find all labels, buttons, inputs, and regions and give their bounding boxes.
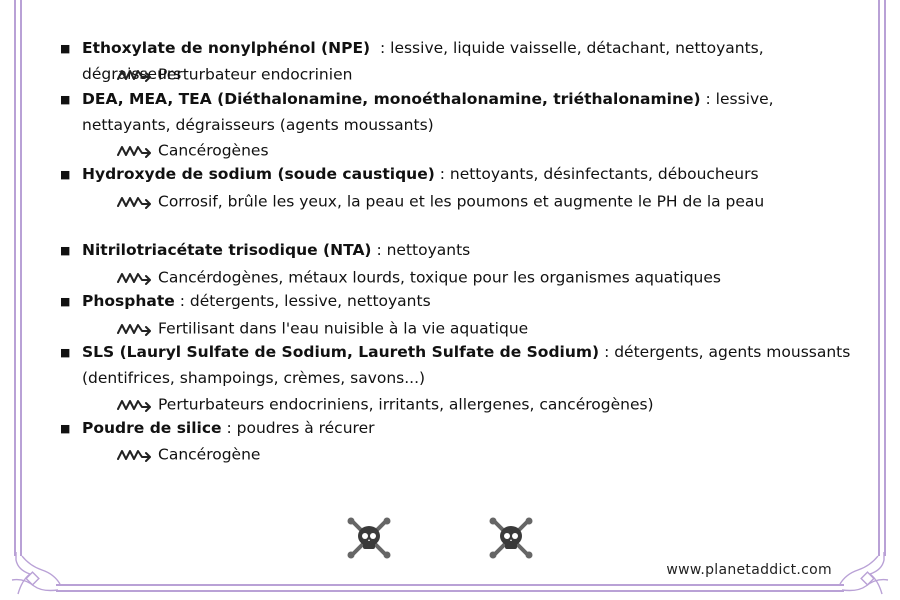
substance-name: Ethoxylate de nonylphénol (NPE) [82,39,371,57]
skull-crossbones-icon [346,515,392,561]
squiggle-arrow-icon [116,194,154,210]
list-item [60,340,860,391]
substance-uses: : lessive, liquide vaisselle, détachant, nettoyants, dégraisseurs [82,39,769,83]
effect-line [116,443,260,466]
substance-name: DEA, MEA, TEA (Diéthalonamine, monoéthalonamine, triéthalonamine) [82,90,701,108]
effect-text: Perturbateur endocrinien [158,65,353,84]
substance-uses: : nettoyants, désinfectants, déboucheurs [434,165,759,183]
substance-uses: : poudres à récurer [221,419,375,437]
effect-line [116,317,528,340]
frame-bottom-inner [56,584,844,586]
skull-crossbones-icon [488,515,534,561]
list-item [60,416,860,442]
effect-text: Cancérogènes [158,141,269,160]
bullet-icon: ■ [60,168,71,181]
bullet-icon: ■ [60,244,71,257]
frame-right-inner [878,0,880,556]
effect-line [116,393,654,416]
frame-corner-right-ornament [836,550,892,598]
effect-text: Fertilisant dans l'eau nuisible à la vie aquatique [158,319,529,338]
squiggle-arrow-icon [116,447,154,463]
squiggle-arrow-icon [116,143,154,159]
list-item [60,289,860,315]
effect-line [116,190,764,213]
effect-text: Cancérogène [158,445,261,464]
bullet-icon: ■ [60,295,71,308]
squiggle-arrow-icon [116,67,154,83]
effect-line [116,139,269,162]
bullet-icon: ■ [60,93,71,106]
substance-name: Hydroxyde de sodium (soude caustique) [82,165,435,183]
squiggle-arrow-icon [116,397,154,413]
website-url: www.planetaddict.com [666,562,832,578]
frame-corner-left-ornament [8,550,64,598]
frame-left-inner [20,0,22,556]
effect-line [116,266,721,289]
effect-text: Cancérdogènes, métaux lourds, toxique pour les organismes aquatiques [158,268,721,287]
frame-bottom-outer [56,590,844,592]
bullet-icon: ■ [60,42,71,55]
substance-uses: : détergents, agents moussants (dentifrices, shampoings, crèmes, savons...) [82,343,851,387]
bullet-icon: ■ [60,422,71,435]
bullet-icon: ■ [60,346,71,359]
substance-name: SLS (Lauryl Sulfate de Sodium, Laureth Sulfate de Sodium) [82,343,600,361]
list-item [60,162,860,188]
squiggle-arrow-icon [116,321,154,337]
substance-name: Nitrilotriacétate trisodique (NTA) [82,241,372,259]
frame-right-outer [884,0,886,556]
list-item [60,87,860,138]
squiggle-arrow-icon [116,270,154,286]
effect-line [116,63,352,86]
substance-name: Poudre de silice [82,419,222,437]
list-item [60,238,860,264]
substance-uses: : nettoyants [371,241,471,259]
substance-uses: : lessive, nettayants, dégraisseurs (agents moussants) [82,90,774,134]
effect-text: Corrosif, brûle les yeux, la peau et les poumons et augmente le PH de la peau [158,192,765,211]
frame-left-outer [14,0,16,556]
effect-text: Perturbateurs endocriniens, irritants, allergenes, cancérogènes) [158,395,654,414]
substance-uses: : détergents, lessive, nettoyants [174,292,431,310]
substance-name: Phosphate [82,292,175,310]
